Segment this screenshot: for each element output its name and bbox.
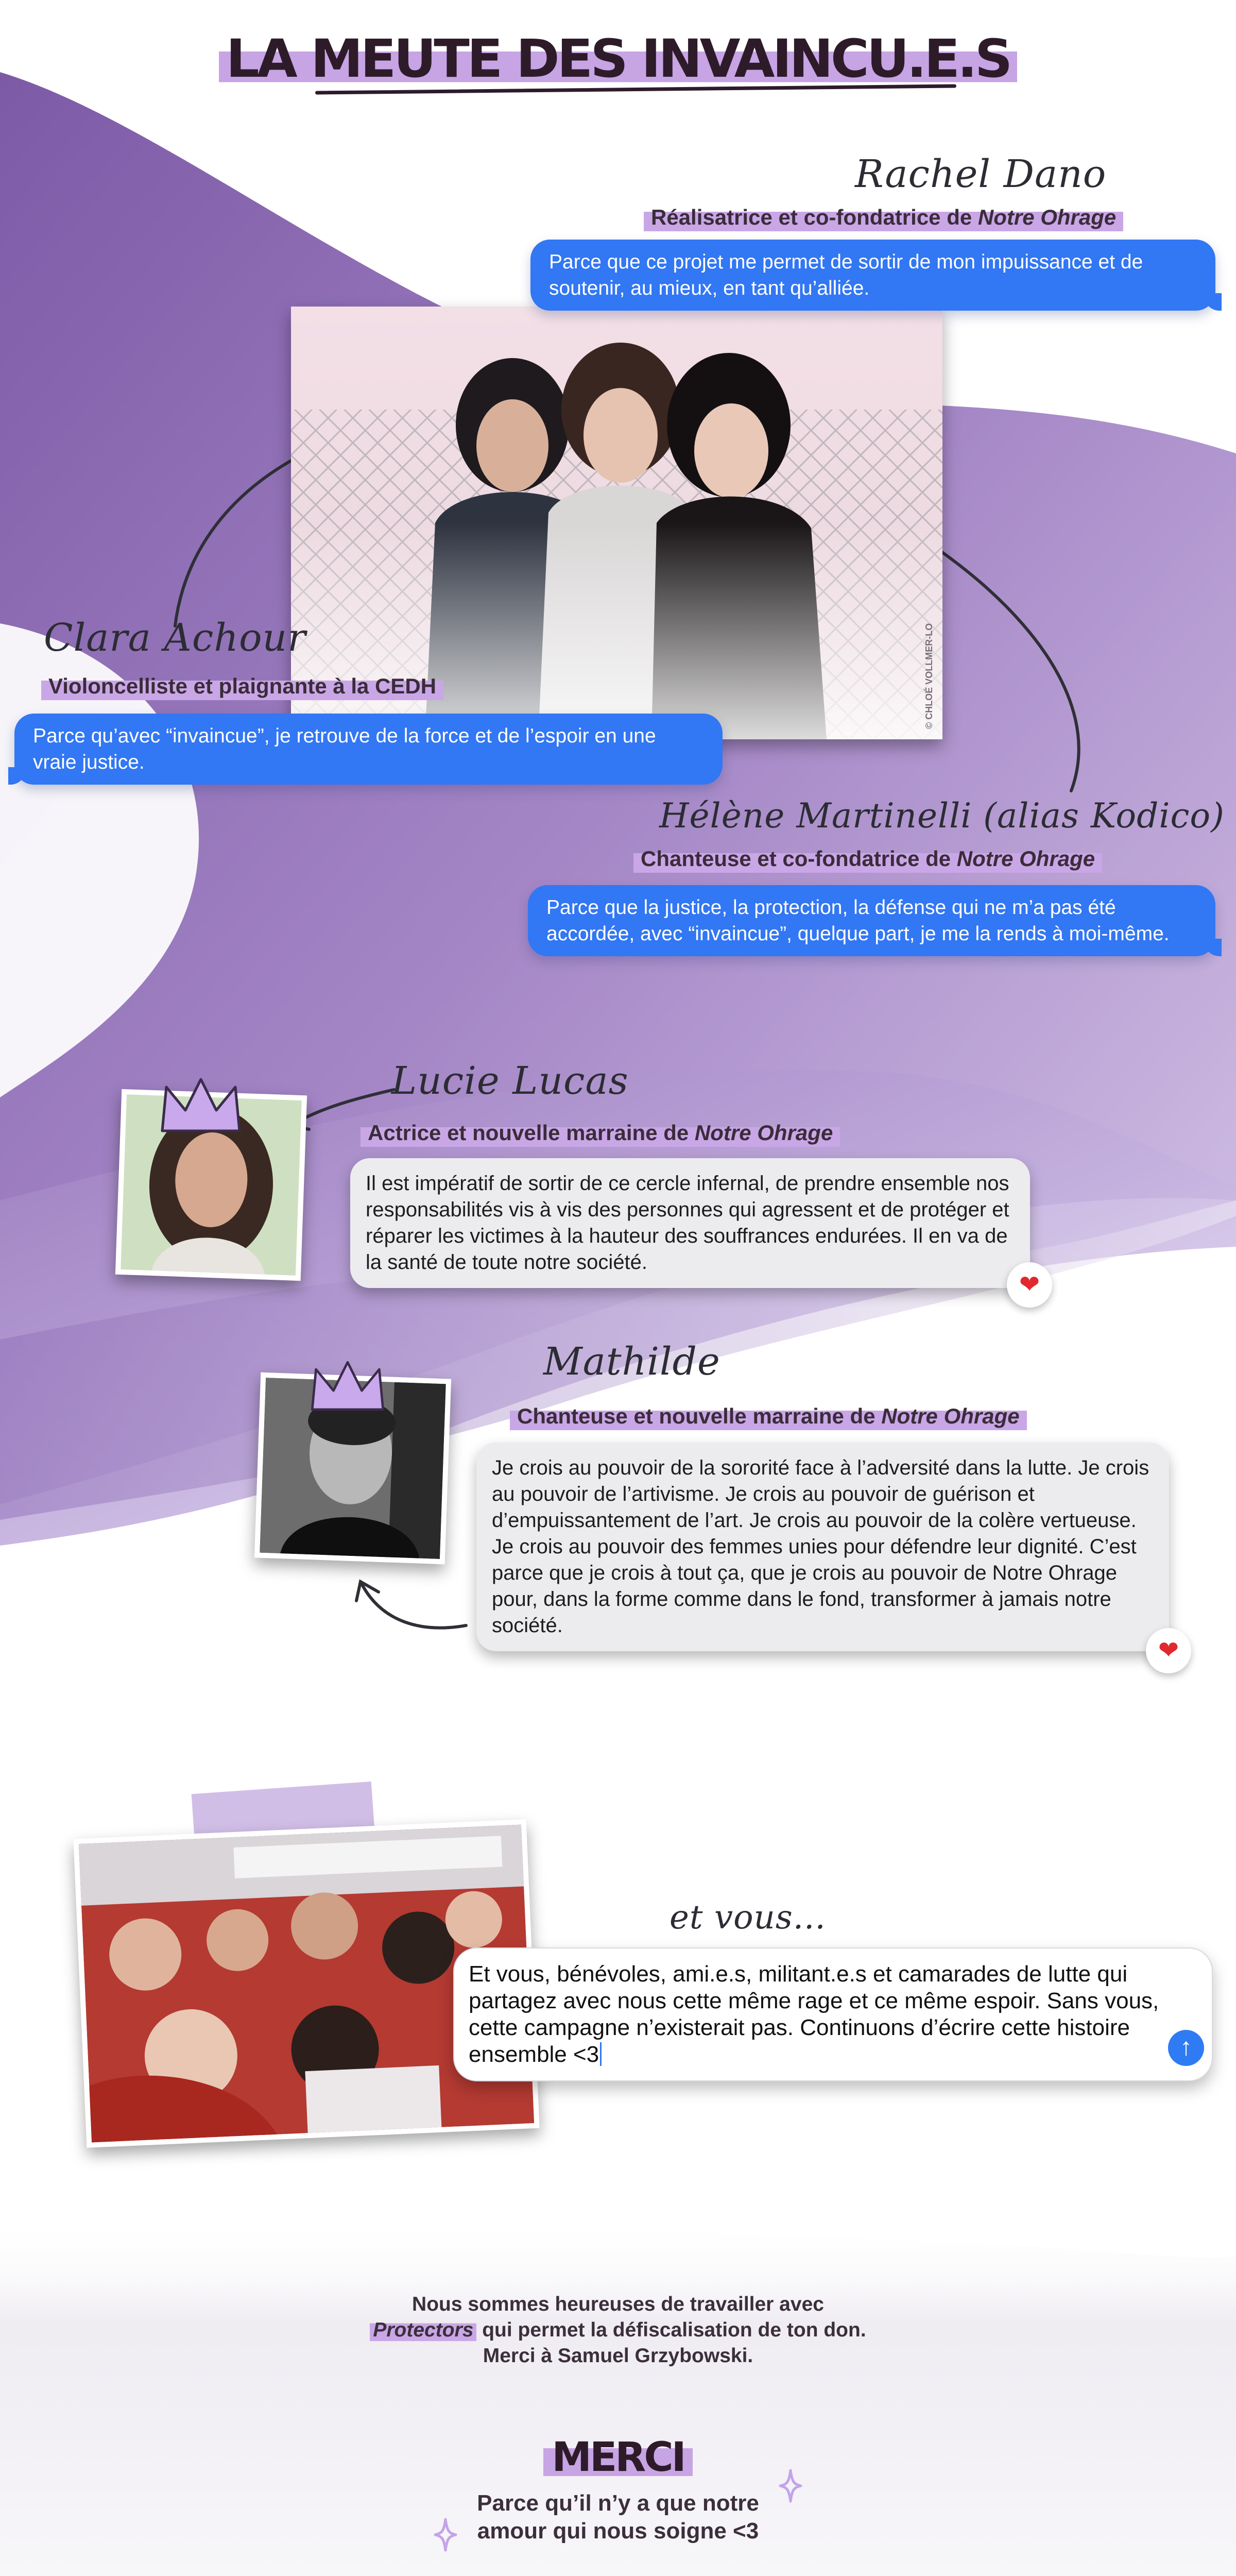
message-lucie: Il est impératif de sortir de ce cercle infernal, de prendre ensemble nos responsabilités vis à vis des personnes qui agressent et de protéger et réparer les victimes à la hauteur des souffrances endurées. Il en va de la santé de toute notre société.: [350, 1158, 1030, 1288]
role-mathilde: Chanteuse et nouvelle marraine de Notre Ohrage: [510, 1402, 1027, 1430]
message-rachel: Parce que ce projet me permet de sortir de mon impuissance et de soutenir, au mieux, en tant qu’alliée.: [530, 240, 1215, 311]
sparkle-icon: [433, 2517, 458, 2553]
sparkle-icon: [778, 2468, 803, 2504]
arrow-up-icon: ↑: [1180, 2033, 1192, 2061]
text-caret: [600, 2042, 602, 2066]
draft-message-text: Et vous, bénévoles, ami.e.s, militant.e.s et camarades de lutte qui partagez avec nous cette même rage et ce même espoir. Sans vous, cette campagne n’existerait pas. Continuons d’écrire cette histoire ensemble <3: [469, 1961, 1159, 2067]
message-input[interactable]: [453, 1947, 1213, 2081]
message-helene: Parce que la justice, la protection, la défense qui ne m’a pas été accordée, avec “invaincue”, quelque part, je me la rends à moi-même.: [528, 885, 1215, 956]
et-vous-heading: et vous...: [670, 1899, 826, 1937]
role-helene: Chanteuse et co-fondatrice de Notre Ohrage: [633, 845, 1102, 873]
merci-text: Parce qu’il n’y a que notre amour qui nous soigne <3: [477, 2490, 759, 2544]
signature-rachel: Rachel Dano: [855, 152, 1107, 196]
crown-icon: [306, 1358, 389, 1414]
partner-text: [0, 2292, 1236, 2369]
role-clara: Violoncelliste et plaignante à la CEDH: [41, 672, 443, 700]
message-mathilde: Je crois au pouvoir de la sororité face à l’adversité dans la lutte. Je crois au pouvoir de l’artivisme. Je crois au pouvoir de guérison et d’empuissantement de l’art. Je crois au pouvoir de la colère vertueuse. Je crois au pouvoir des femmes unies pour défendre leur dignité. C’est parce que je crois à tout ça, que je crois au pouvoir de Notre Ohrage pour, dans la forme comme dans le fond, transformer à jamais notre société.: [476, 1443, 1169, 1651]
signature-helene: Hélène Martinelli (alias Kodico): [659, 796, 1225, 836]
signature-lucie: Lucie Lucas: [391, 1059, 629, 1103]
partner-name[interactable]: Protectors: [370, 2319, 476, 2341]
role-lucie: Actrice et nouvelle marraine de Notre Ohrage: [360, 1119, 840, 1147]
crown-icon: [157, 1074, 245, 1136]
arrow-mathilde: [360, 1582, 466, 1628]
message-clara: Parce qu’avec “invaincue”, je retrouve de la force et de l’espoir en une vraie justice.: [14, 714, 723, 785]
partner-line-1: Nous sommes heureuses de travailler avec: [412, 2293, 824, 2315]
heart-reaction-icon[interactable]: ❤: [1146, 1628, 1191, 1673]
signature-clara: Clara Achour: [44, 616, 306, 660]
photo-watermark: © CHLOÉ VOLLMER-LO: [924, 623, 934, 729]
send-button[interactable]: [1168, 2030, 1204, 2066]
merci-title: MERCI: [0, 2434, 1236, 2481]
partner-line-3: Merci à Samuel Grzybowski.: [483, 2345, 753, 2367]
signature-mathilde: Mathilde: [543, 1340, 720, 1384]
partner-line-2: Protectors qui permet la défiscalisation de ton don.: [0, 2317, 1236, 2343]
role-rachel: Réalisatrice et co-fondatrice de Notre Ohrage: [644, 204, 1123, 231]
heart-reaction-icon[interactable]: ❤: [1007, 1262, 1052, 1308]
page-title: LA MEUTE DES INVAINCU.E.S: [0, 28, 1236, 90]
